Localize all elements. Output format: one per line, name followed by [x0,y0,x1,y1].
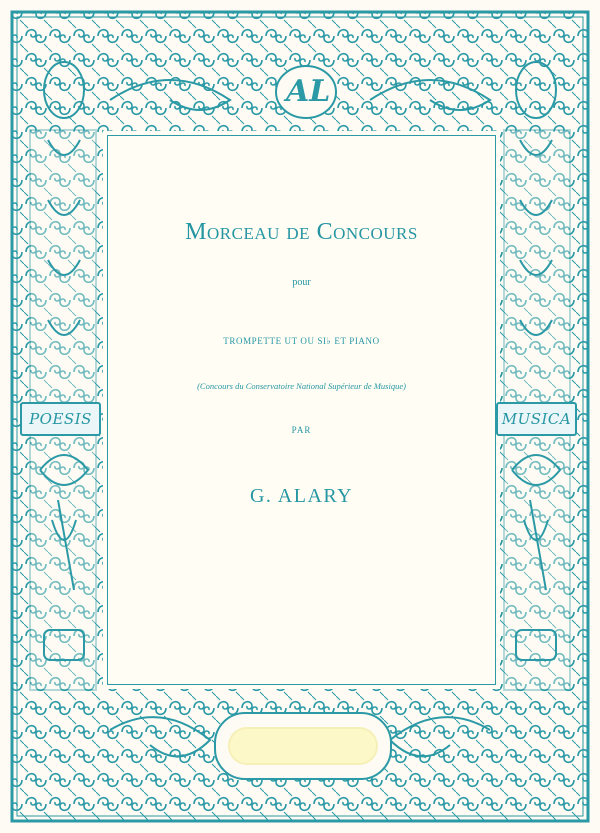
left-column [30,62,96,690]
work-title: Morceau de Concours [185,219,418,245]
poesis-label: POESIS [20,402,101,436]
monogram: AL [286,74,331,109]
instrumentation: TROMPETTE UT OU SI♭ ET PIANO [223,336,380,346]
title-panel [103,131,500,689]
competition-note: (Concours du Conservatoire National Supérieur de Musique) [197,381,406,391]
pour-text: pour [292,277,311,288]
right-column [504,62,570,690]
musica-label: MUSICA [496,402,577,436]
par-text: PAR [291,425,312,435]
blank-cartouche [228,727,378,765]
composer-name: G. ALARY [249,485,354,507]
